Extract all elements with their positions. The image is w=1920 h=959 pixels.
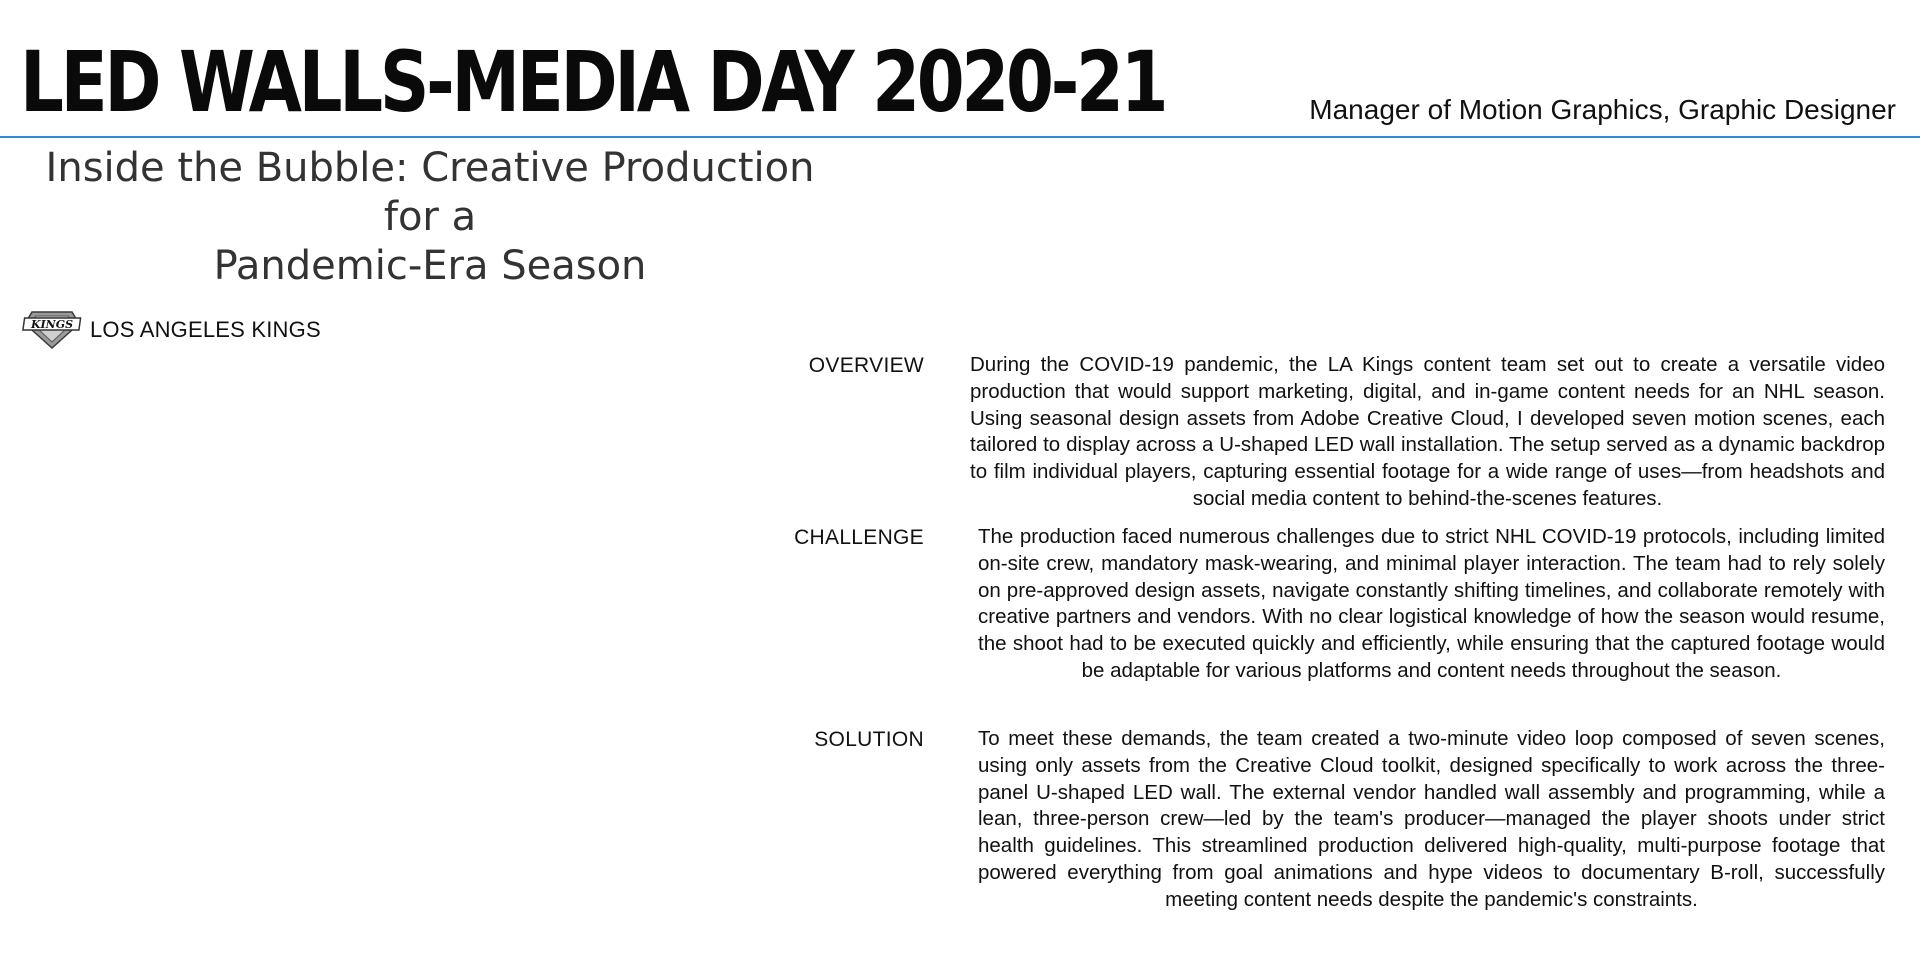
la-kings-shield-icon <box>20 308 84 352</box>
solution-text: To meet these demands, the team created a two-minute video loop composed of seven scenes, using only assets from the Creative Cloud toolkit, designed specifically to work across the three-panel U-shaped LED wall. The external vendor handled wall assembly and programming, while a lean, three-person crew—led by the team's producer—managed the player shoots under strict health guidelines. This streamlined production delivered high-quality, multi-purpose footage that powered everything from goal animations and hype videos to documentary B-roll, successfully meeting content needs despite the pandemic's constraints. <box>978 727 1885 911</box>
solution-label: SOLUTION <box>814 728 924 751</box>
job-role: Manager of Motion Graphics, Graphic Designer <box>1309 94 1896 125</box>
challenge-text: The production faced numerous challenges due to strict NHL COVID-19 protocols, including limited on-site crew, mandatory mask-wearing, and minimal player interaction. The team had to rely solely on pre-approved design assets, navigate constantly shifting timelines, and collaborate remotely with creative partners and vendors. With no clear logistical knowledge of how the season would resume, the shoot had to be executed quickly and efficiently, while ensuring that the captured footage would be adaptable for various platforms and content needs throughout the season. <box>978 525 1885 682</box>
page-title: LED WALLS-MEDIA DAY 2020-21 <box>20 33 1166 131</box>
subtitle-line-1: Inside the Bubble: Creative Production for a <box>45 145 815 240</box>
subtitle-line-2: Pandemic-Era Season <box>213 243 647 289</box>
organization-name: LOS ANGELES KINGS <box>90 317 321 342</box>
page-subtitle <box>20 144 840 291</box>
overview-text: During the COVID-19 pandemic, the LA Kings content team set out to create a versatile video production that would support marketing, digital, and in-game content needs for an NHL season. Using seasonal design assets from Adobe Creative Cloud, I developed seven motion scenes, each tailored to display across a U-shaped LED wall installation. The setup served as a dynamic backdrop to film individual players, capturing essential footage for a wide range of uses—from headshots and social media content to behind-the-scenes features. <box>970 353 1885 510</box>
organization <box>20 308 321 352</box>
overview-label: OVERVIEW <box>808 354 924 377</box>
challenge-label: CHALLENGE <box>794 526 924 549</box>
logo-wordmark: KINGS <box>30 318 74 331</box>
header-divider <box>0 136 1920 138</box>
page-header <box>0 0 1920 140</box>
